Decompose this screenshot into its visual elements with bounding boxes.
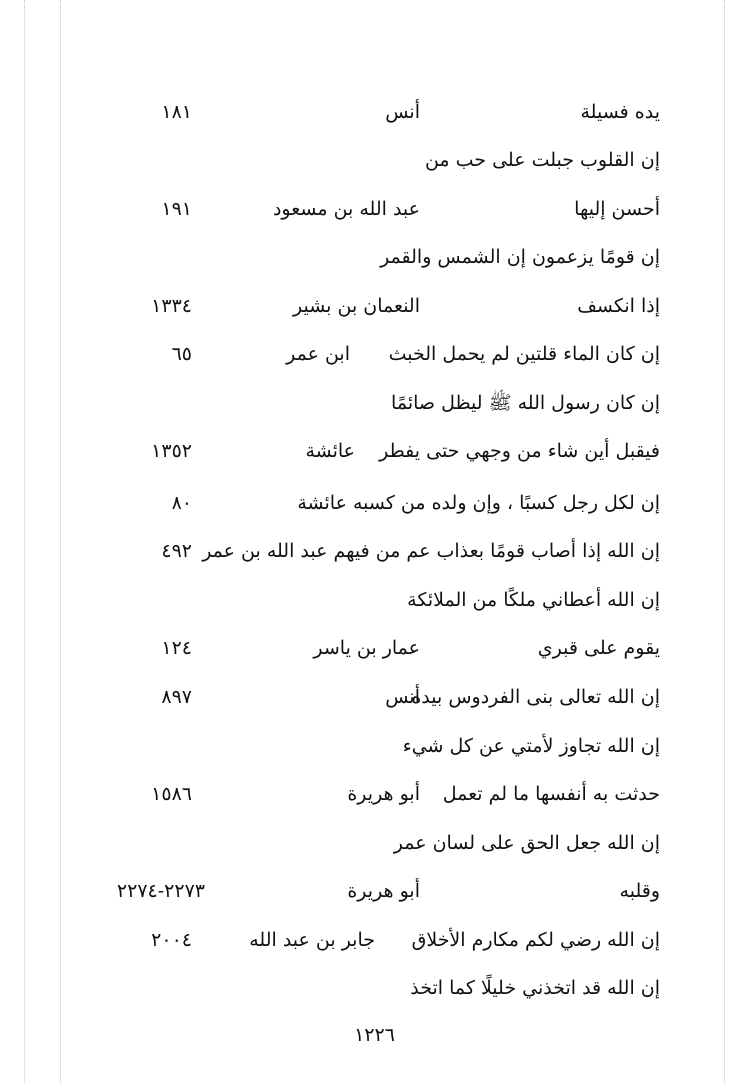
narrator: عبد الله بن مسعود	[272, 198, 420, 220]
hadith-text: أحسن إليها	[574, 198, 660, 220]
hadith-text: إن الله تجاوز لأمتي عن كل شيء	[402, 735, 660, 757]
index-row	[95, 140, 660, 180]
index-row	[95, 628, 660, 668]
narrator: أنس	[385, 101, 420, 123]
hadith-text: إن لكل رجل كسبًا ، وإن ولده من كسبه عائشة	[297, 492, 660, 514]
index-row	[95, 431, 660, 471]
narrator: ابن عمر	[286, 343, 350, 365]
page-ref: ١٣٥٢	[151, 440, 192, 462]
page-ref: ١٣٣٤	[151, 295, 192, 317]
index-row	[95, 237, 660, 277]
hadith-text: إن كان رسول الله ﷺ ليظل صائمًا	[391, 392, 660, 414]
page-ref: ٢٠٠٤	[151, 929, 192, 951]
index-row	[95, 726, 660, 766]
index-row	[95, 483, 660, 523]
page-ref: ١٢٤	[161, 637, 192, 659]
hadith-text: إن الله رضي لكم مكارم الأخلاق	[411, 929, 660, 951]
index-row	[95, 677, 660, 717]
index-row	[95, 92, 660, 132]
page-ref: ٨٩٧	[161, 686, 192, 708]
hadith-text: إن الله إذا أصاب قومًا بعذاب عم من فيهم عبد الله بن عمر	[202, 540, 660, 562]
page-ref: ١٨١	[161, 101, 192, 123]
index-row	[95, 286, 660, 326]
hadith-text: يقوم على قبري	[537, 637, 660, 659]
index-row	[95, 334, 660, 374]
page-ref: ١٩١	[161, 198, 192, 220]
index-row	[95, 871, 660, 911]
hadith-text: فيقبل أين شاء من وجهي حتى يفطر	[379, 440, 660, 462]
index-row	[95, 823, 660, 863]
page-ref: ١٥٨٦	[151, 783, 192, 805]
page-ref: ٨٠	[171, 492, 192, 514]
hadith-text: إن الله تعالى بنى الفردوس بيده	[411, 686, 660, 708]
page-ref: ٢٢٧٣-٢٢٧٤	[116, 880, 205, 902]
page-ref: ٦٥	[171, 343, 192, 365]
index-row	[95, 774, 660, 814]
narrator: أبو هريرة	[347, 783, 420, 805]
hadith-text: إذا انكسف	[577, 295, 660, 317]
hadith-text: يده فسيلة	[580, 101, 660, 123]
narrator: النعمان بن بشير	[293, 295, 420, 317]
index-row	[95, 383, 660, 423]
narrator: أنس	[385, 686, 420, 708]
index-row	[95, 189, 660, 229]
page-number: ١٢٢٦	[354, 1024, 395, 1046]
page-ref: ٤٩٢	[161, 540, 192, 562]
index-row	[95, 920, 660, 960]
hadith-text: إن كان الماء قلتين لم يحمل الخبث	[388, 343, 660, 365]
narrator: عمار بن ياسر	[313, 637, 420, 659]
narrator: عائشة	[305, 440, 355, 462]
narrator: جابر بن عبد الله	[249, 929, 375, 951]
hadith-text: إن الله قد اتخذني خليلًا كما اتخذ	[410, 977, 660, 999]
hadith-text: إن القلوب جبلت على حب من	[424, 149, 660, 171]
narrator: أبو هريرة	[347, 880, 420, 902]
index-row	[95, 968, 660, 1008]
hadith-text: إن الله أعطاني ملكًا من الملائكة	[407, 589, 660, 611]
hadith-text: حدثت به أنفسها ما لم تعمل	[442, 783, 660, 805]
hadith-text: وقلبه	[619, 880, 660, 902]
index-row	[95, 531, 660, 571]
index-row	[95, 580, 660, 620]
hadith-text: إن قومًا يزعمون إن الشمس والقمر	[380, 246, 660, 268]
hadith-text: إن الله جعل الحق على لسان عمر	[393, 832, 660, 854]
